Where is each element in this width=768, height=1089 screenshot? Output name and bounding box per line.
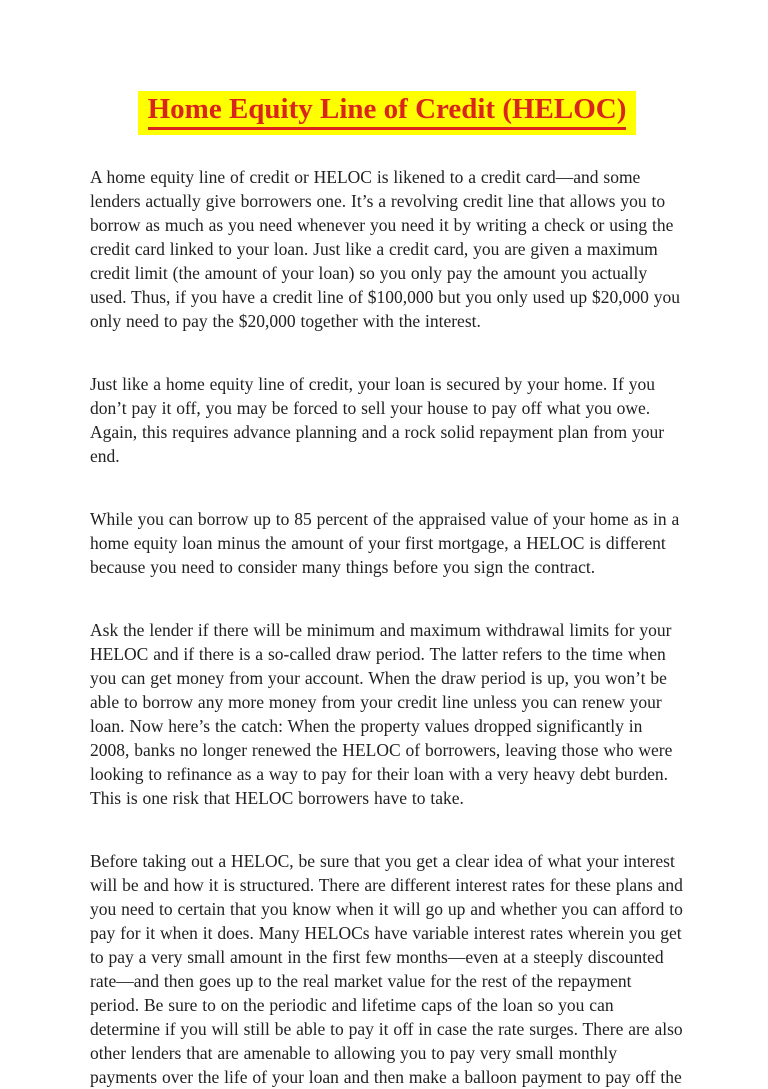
paragraph-1: A home equity line of credit or HELOC is likened to a credit card—and some lenders actually give borrowers one. It’s a revolving credit line that allows you to borrow as much as you need whenever you need it by writing a check or using the credit card linked to your loan. Just like a credit card, you are given a maximum credit limit (the amount of your loan) so you only pay the amount you actually used. Thus, if you have a credit line of $100,000 but you only used up $20,000 you only need to pay the $20,000 together with the interest. bbox=[90, 166, 680, 331]
document-title: Home Equity Line of Credit (HELOC) bbox=[148, 94, 627, 130]
title-highlight bbox=[138, 91, 637, 135]
title-row bbox=[90, 0, 684, 135]
document-body bbox=[90, 165, 684, 1089]
paragraph-4: Ask the lender if there will be minimum and maximum withdrawal limits for your HELOC and if there is a so-called draw period. The latter refers to the time when you can get money from your account. When the draw period is up, you won’t be able to borrow any more money from your credit line unless you can renew your loan. Now here’s the catch: When the property values dropped significantly in 2008, banks no longer renewed the HELOC of borrowers, leaving those who were looking to refinance as a way to pay for their loan with a very heavy debt burden. This is one risk that HELOC borrowers have to take. bbox=[90, 619, 673, 808]
paragraph-2: Just like a home equity line of credit, your loan is secured by your home. If you don’t pay it off, you may be forced to sell your house to pay off what you owe. Again, this requires advance planning and a rock solid repayment plan from your end. bbox=[90, 373, 665, 466]
paragraph-5: Before taking out a HELOC, be sure that you get a clear idea of what your interest will be and how it is structured. There are different interest rates for these plans and you need to certain that you know when it will go up and whether you can afford to pay for it when it does. Many HELOCs have variable interest rates wherein you get to pay a very small amount in the first few months—even at a steeply discounted rate—and then goes up to the real market value for the rest of the repayment period. Be sure to on the periodic and lifetime caps of the loan so you can determine if you will still be able to pay it off in case the rate surges. There are also other lenders that are amenable to allowing you to pay very small monthly payments over the life of your loan and then make a balloon payment to pay off the bbox=[90, 850, 683, 1087]
paragraph-3: While you can borrow up to 85 percent of the appraised value of your home as in a home equity loan minus the amount of your first mortgage, a HELOC is different because you need to consider many things before you sign the contract. bbox=[90, 508, 680, 577]
